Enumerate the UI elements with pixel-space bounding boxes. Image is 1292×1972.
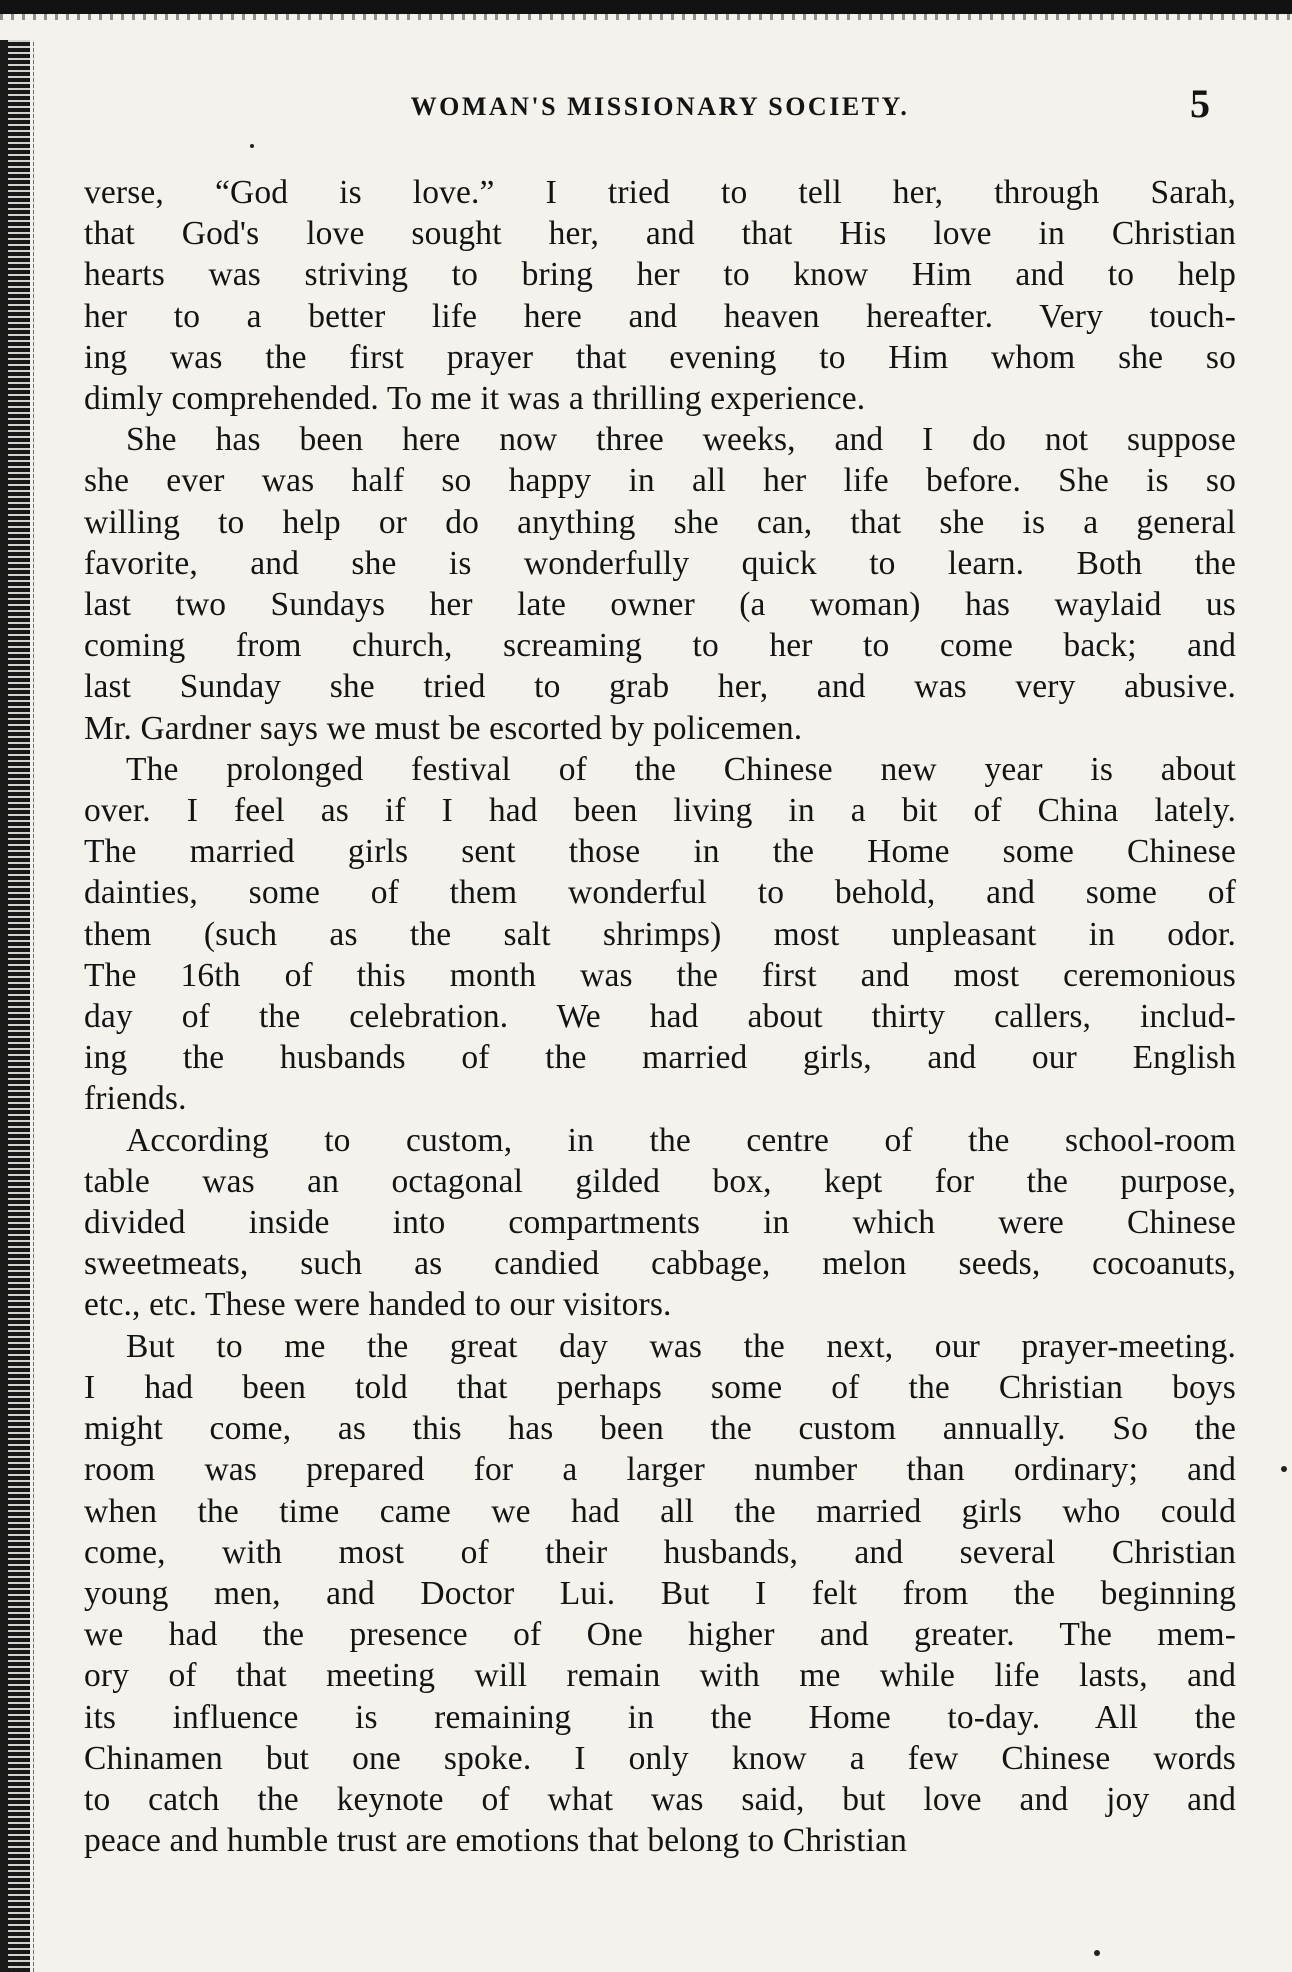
page-header xyxy=(84,78,1236,148)
text-line: The prolonged festival of the Chinese new year is about xyxy=(126,750,1236,788)
text-line: when the time came we had all the married girls who could xyxy=(84,1492,1236,1530)
text-line: sweetmeats, such as candied cabbage, melon seeds, cocoanuts, xyxy=(84,1245,1236,1283)
text-line: coming from church, screaming to her to come back; and xyxy=(84,627,1236,665)
text-line: dimly comprehended. To me it was a thrilling experience. xyxy=(84,380,866,418)
running-title: WOMAN'S MISSIONARY SOCIETY. xyxy=(410,92,910,121)
text-line: its influence is remaining in the Home to-day. All the xyxy=(84,1698,1236,1736)
text-line: young men, and Doctor Lui. But I felt from the beginning xyxy=(84,1574,1236,1612)
text-line: Chinamen but one spoke. I only know a few Chinese words xyxy=(84,1739,1236,1777)
text-line: She has been here now three weeks, and I do not suppose xyxy=(126,421,1236,459)
text-line: favorite, and she is wonderfully quick to learn. Both the xyxy=(84,544,1236,582)
binding-edge xyxy=(0,40,30,1972)
text-line: that God's love sought her, and that His love in Christian xyxy=(84,215,1236,253)
text-line: to catch the keynote of what was said, but love and joy and xyxy=(84,1780,1236,1818)
text-line: table was an octagonal gilded box, kept for the purpose, xyxy=(84,1162,1236,1200)
top-rule xyxy=(0,0,1292,14)
text-line: peace and humble trust are emotions that belong to Christian xyxy=(84,1822,908,1860)
text-line: we had the presence of One higher and greater. The mem- xyxy=(84,1616,1236,1654)
text-line: Mr. Gardner says we must be escorted by policemen. xyxy=(84,709,803,747)
speck-mark xyxy=(250,144,254,148)
page-number: 5 xyxy=(1190,81,1210,126)
text-line: The married girls sent those in the Home some Chinese xyxy=(84,833,1236,871)
text-line: come, with most of their husbands, and several Christian xyxy=(84,1533,1236,1571)
text-line: ing was the first prayer that evening to Him whom she so xyxy=(84,338,1236,376)
text-line: last two Sundays her late owner (a woman) has waylaid us xyxy=(84,586,1236,624)
body-text xyxy=(84,172,1236,1861)
text-line: dainties, some of them wonderful to behold, and some of xyxy=(84,874,1236,912)
speck-mark xyxy=(1281,1466,1287,1472)
paragraph xyxy=(84,1326,1236,1862)
text-line: friends. xyxy=(84,1080,187,1118)
text-line: ory of that meeting will remain with me while life lasts, and xyxy=(84,1657,1236,1695)
text-line: The 16th of this month was the first and most ceremonious xyxy=(84,956,1236,994)
text-line: hearts was striving to bring her to know Him and to help xyxy=(84,256,1236,294)
page xyxy=(84,78,1236,1861)
paragraph xyxy=(84,1120,1236,1326)
text-line: willing to help or do anything she can, that she is a general xyxy=(84,503,1236,541)
text-line: day of the celebration. We had about thirty callers, includ- xyxy=(84,998,1236,1036)
paragraph xyxy=(84,749,1236,1120)
text-line: might come, as this has been the custom annually. So the xyxy=(84,1410,1236,1448)
text-line: According to custom, in the centre of the school-room xyxy=(126,1121,1236,1159)
text-line: she ever was half so happy in all her life before. She is so xyxy=(84,462,1236,500)
text-line: last Sunday she tried to grab her, and was very abusive. xyxy=(84,668,1236,706)
text-line: verse, “God is love.” I tried to tell her, through Sarah, xyxy=(84,174,1236,211)
text-line: ing the husbands of the married girls, and our English xyxy=(84,1039,1236,1077)
text-line: etc., etc. These were handed to our visitors. xyxy=(84,1286,672,1324)
text-line: her to a better life here and heaven hereafter. Very touch- xyxy=(84,297,1236,335)
text-line: them (such as the salt shrimps) most unpleasant in odor. xyxy=(84,915,1236,953)
paragraph xyxy=(84,172,1236,419)
paragraph xyxy=(84,419,1236,749)
text-line: divided inside into compartments in which were Chinese xyxy=(84,1204,1236,1242)
text-line: I had been told that perhaps some of the Christian boys xyxy=(84,1368,1236,1406)
text-line: over. I feel as if I had been living in a bit of China lately. xyxy=(84,792,1236,830)
text-line: room was prepared for a larger number than ordinary; and xyxy=(84,1451,1236,1489)
text-line: But to me the great day was the next, our prayer-meeting. xyxy=(126,1327,1236,1365)
speck-mark xyxy=(1094,1950,1100,1956)
